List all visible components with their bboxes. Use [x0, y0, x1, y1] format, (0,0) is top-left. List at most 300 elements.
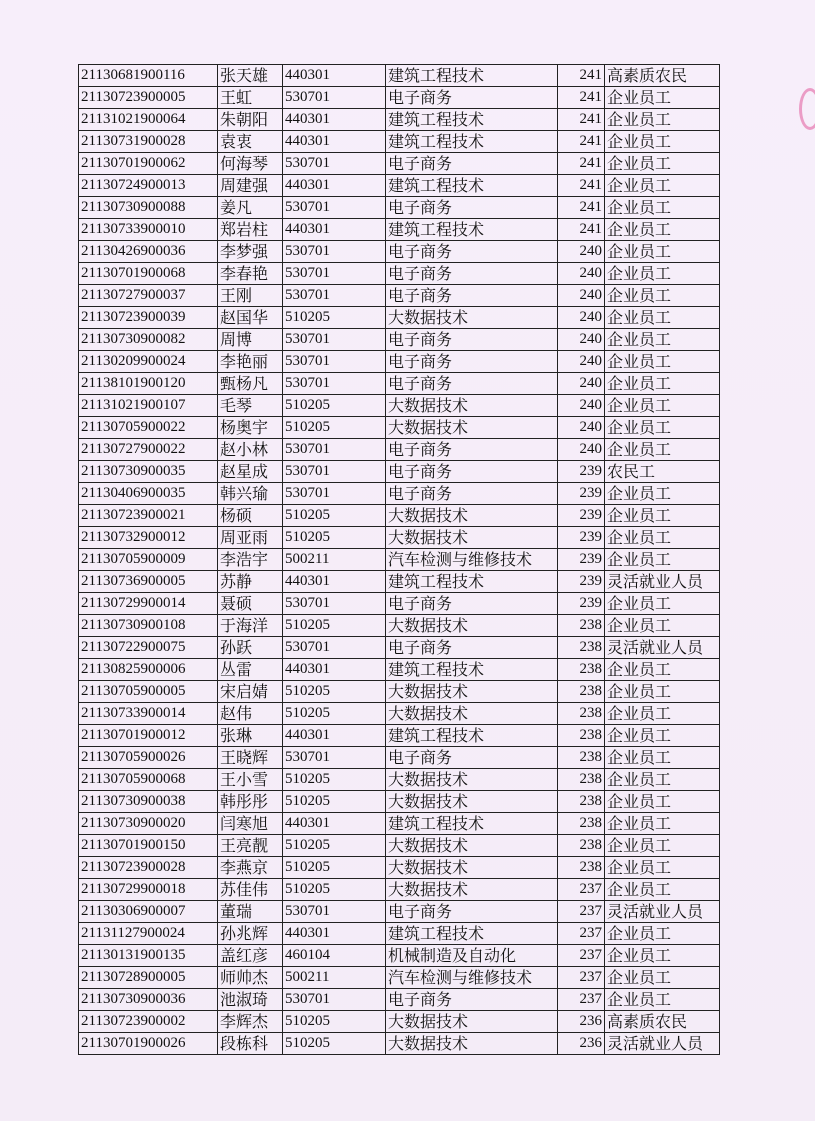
table-row: [79, 439, 720, 461]
name-cell: 周博: [218, 329, 283, 351]
major-name-cell: 大数据技术: [386, 879, 558, 901]
name-cell: 韩彤彤: [218, 791, 283, 813]
category-cell: 企业员工: [605, 747, 720, 769]
major-code-cell: 500211: [283, 967, 386, 989]
candidate-id-cell: 21130209900024: [79, 351, 218, 373]
major-code-cell: 440301: [283, 175, 386, 197]
name-cell: 张天雄: [218, 65, 283, 87]
candidate-id-cell: 21130723900002: [79, 1011, 218, 1033]
candidate-id-cell: 21130724900013: [79, 175, 218, 197]
score-cell: 238: [558, 725, 605, 747]
score-cell: 236: [558, 1011, 605, 1033]
major-name-cell: 电子商务: [386, 461, 558, 483]
score-cell: 239: [558, 527, 605, 549]
category-cell: 企业员工: [605, 945, 720, 967]
score-cell: 239: [558, 571, 605, 593]
score-cell: 240: [558, 373, 605, 395]
major-code-cell: 440301: [283, 571, 386, 593]
category-cell: 企业员工: [605, 439, 720, 461]
major-name-cell: 机械制造及自动化: [386, 945, 558, 967]
category-cell: 企业员工: [605, 769, 720, 791]
candidate-id-cell: 21130701900026: [79, 1033, 218, 1055]
name-cell: 于海洋: [218, 615, 283, 637]
table-row: [79, 747, 720, 769]
name-cell: 杨奥宇: [218, 417, 283, 439]
score-cell: 240: [558, 439, 605, 461]
category-cell: 企业员工: [605, 109, 720, 131]
candidate-id-cell: 21130731900028: [79, 131, 218, 153]
candidate-id-cell: 21130723900039: [79, 307, 218, 329]
candidate-id-cell: 21130730900038: [79, 791, 218, 813]
major-name-cell: 汽车检测与维修技术: [386, 549, 558, 571]
table-row: [79, 87, 720, 109]
major-code-cell: 530701: [283, 329, 386, 351]
major-name-cell: 电子商务: [386, 329, 558, 351]
table-row: [79, 857, 720, 879]
major-name-cell: 建筑工程技术: [386, 923, 558, 945]
name-cell: 郑岩柱: [218, 219, 283, 241]
candidate-id-cell: 21131021900107: [79, 395, 218, 417]
major-name-cell: 电子商务: [386, 989, 558, 1011]
table-row: [79, 879, 720, 901]
candidate-id-cell: 21131021900064: [79, 109, 218, 131]
table-row: [79, 637, 720, 659]
table-row: [79, 241, 720, 263]
name-cell: 孙跃: [218, 637, 283, 659]
name-cell: 董瑞: [218, 901, 283, 923]
table-row: [79, 395, 720, 417]
candidate-id-cell: 21130705900022: [79, 417, 218, 439]
candidate-id-cell: 21130727900037: [79, 285, 218, 307]
score-cell: 239: [558, 461, 605, 483]
major-name-cell: 电子商务: [386, 439, 558, 461]
table-row: [79, 461, 720, 483]
name-cell: 盖红彦: [218, 945, 283, 967]
major-code-cell: 510205: [283, 307, 386, 329]
candidate-id-cell: 21130732900012: [79, 527, 218, 549]
score-cell: 236: [558, 1033, 605, 1055]
major-code-cell: 440301: [283, 65, 386, 87]
table-row: [79, 329, 720, 351]
candidate-id-cell: 21130723900028: [79, 857, 218, 879]
major-code-cell: 510205: [283, 1011, 386, 1033]
major-code-cell: 510205: [283, 703, 386, 725]
major-name-cell: 大数据技术: [386, 857, 558, 879]
major-name-cell: 大数据技术: [386, 615, 558, 637]
score-cell: 241: [558, 109, 605, 131]
candidate-id-cell: 21130733900010: [79, 219, 218, 241]
category-cell: 企业员工: [605, 527, 720, 549]
major-name-cell: 建筑工程技术: [386, 131, 558, 153]
candidate-id-cell: 21130730900035: [79, 461, 218, 483]
category-cell: 企业员工: [605, 813, 720, 835]
name-cell: 聂硕: [218, 593, 283, 615]
major-code-cell: 530701: [283, 461, 386, 483]
candidate-id-cell: 21130723900021: [79, 505, 218, 527]
name-cell: 何海琴: [218, 153, 283, 175]
category-cell: 企业员工: [605, 791, 720, 813]
table-row: [79, 219, 720, 241]
category-cell: 企业员工: [605, 483, 720, 505]
table-row: [79, 1033, 720, 1055]
name-cell: 甄杨凡: [218, 373, 283, 395]
category-cell: 企业员工: [605, 351, 720, 373]
table-row: [79, 901, 720, 923]
major-name-cell: 建筑工程技术: [386, 65, 558, 87]
major-code-cell: 510205: [283, 835, 386, 857]
score-cell: 238: [558, 769, 605, 791]
table-row: [79, 483, 720, 505]
major-name-cell: 电子商务: [386, 483, 558, 505]
name-cell: 王晓辉: [218, 747, 283, 769]
category-cell: 企业员工: [605, 967, 720, 989]
candidate-id-cell: 21130722900075: [79, 637, 218, 659]
name-cell: 李春艳: [218, 263, 283, 285]
category-cell: 企业员工: [605, 263, 720, 285]
name-cell: 王刚: [218, 285, 283, 307]
table-row: [79, 989, 720, 1011]
score-cell: 241: [558, 131, 605, 153]
table-row: [79, 659, 720, 681]
candidate-id-cell: 21131127900024: [79, 923, 218, 945]
name-cell: 苏静: [218, 571, 283, 593]
table-row: [79, 725, 720, 747]
major-name-cell: 大数据技术: [386, 681, 558, 703]
major-name-cell: 电子商务: [386, 593, 558, 615]
category-cell: 高素质农民: [605, 1011, 720, 1033]
major-code-cell: 440301: [283, 109, 386, 131]
major-name-cell: 电子商务: [386, 241, 558, 263]
major-code-cell: 440301: [283, 923, 386, 945]
score-cell: 237: [558, 945, 605, 967]
major-code-cell: 530701: [283, 241, 386, 263]
table-row: [79, 505, 720, 527]
candidate-id-cell: 21130705900026: [79, 747, 218, 769]
table-row: [79, 571, 720, 593]
name-cell: 赵星成: [218, 461, 283, 483]
major-code-cell: 510205: [283, 1033, 386, 1055]
table-row: [79, 1011, 720, 1033]
major-code-cell: 530701: [283, 747, 386, 769]
name-cell: 师帅杰: [218, 967, 283, 989]
major-name-cell: 电子商务: [386, 263, 558, 285]
score-cell: 238: [558, 835, 605, 857]
name-cell: 丛雷: [218, 659, 283, 681]
candidate-id-cell: 21130727900022: [79, 439, 218, 461]
score-cell: 240: [558, 351, 605, 373]
score-cell: 238: [558, 615, 605, 637]
candidate-id-cell: 21130701900012: [79, 725, 218, 747]
name-cell: 李梦强: [218, 241, 283, 263]
major-code-cell: 440301: [283, 725, 386, 747]
major-name-cell: 大数据技术: [386, 835, 558, 857]
category-cell: 企业员工: [605, 615, 720, 637]
major-name-cell: 电子商务: [386, 285, 558, 307]
table-row: [79, 527, 720, 549]
category-cell: 企业员工: [605, 593, 720, 615]
score-cell: 240: [558, 241, 605, 263]
candidate-id-cell: 21130426900036: [79, 241, 218, 263]
major-code-cell: 530701: [283, 439, 386, 461]
category-cell: 灵活就业人员: [605, 571, 720, 593]
category-cell: 企业员工: [605, 87, 720, 109]
table-row: [79, 769, 720, 791]
major-name-cell: 电子商务: [386, 637, 558, 659]
name-cell: 宋启婧: [218, 681, 283, 703]
score-cell: 239: [558, 593, 605, 615]
major-code-cell: 530701: [283, 87, 386, 109]
name-cell: 李浩宇: [218, 549, 283, 571]
score-cell: 237: [558, 879, 605, 901]
name-cell: 王小雪: [218, 769, 283, 791]
major-code-cell: 460104: [283, 945, 386, 967]
score-cell: 238: [558, 703, 605, 725]
category-cell: 企业员工: [605, 703, 720, 725]
category-cell: 灵活就业人员: [605, 637, 720, 659]
score-cell: 240: [558, 263, 605, 285]
category-cell: 灵活就业人员: [605, 1033, 720, 1055]
major-code-cell: 510205: [283, 505, 386, 527]
category-cell: 农民工: [605, 461, 720, 483]
score-cell: 237: [558, 967, 605, 989]
category-cell: 企业员工: [605, 241, 720, 263]
major-code-cell: 510205: [283, 879, 386, 901]
candidate-id-cell: 21130723900005: [79, 87, 218, 109]
name-cell: 赵国华: [218, 307, 283, 329]
table-row: [79, 967, 720, 989]
score-cell: 238: [558, 813, 605, 835]
score-cell: 239: [558, 505, 605, 527]
roster-table-body: [79, 65, 720, 1055]
major-name-cell: 大数据技术: [386, 505, 558, 527]
candidate-id-cell: 21130701900068: [79, 263, 218, 285]
major-code-cell: 500211: [283, 549, 386, 571]
candidate-id-cell: 21130730900036: [79, 989, 218, 1011]
candidate-id-cell: 21130733900014: [79, 703, 218, 725]
score-cell: 240: [558, 395, 605, 417]
major-name-cell: 建筑工程技术: [386, 813, 558, 835]
table-row: [79, 285, 720, 307]
table-row: [79, 131, 720, 153]
table-row: [79, 549, 720, 571]
major-code-cell: 530701: [283, 373, 386, 395]
major-code-cell: 510205: [283, 417, 386, 439]
score-cell: 241: [558, 87, 605, 109]
major-name-cell: 大数据技术: [386, 395, 558, 417]
category-cell: 企业员工: [605, 131, 720, 153]
category-cell: 企业员工: [605, 681, 720, 703]
name-cell: 姜凡: [218, 197, 283, 219]
major-name-cell: 电子商务: [386, 351, 558, 373]
candidate-id-cell: 21130306900007: [79, 901, 218, 923]
table-row: [79, 65, 720, 87]
table-row: [79, 351, 720, 373]
major-name-cell: 电子商务: [386, 197, 558, 219]
major-name-cell: 大数据技术: [386, 307, 558, 329]
score-cell: 241: [558, 65, 605, 87]
category-cell: 高素质农民: [605, 65, 720, 87]
major-code-cell: 440301: [283, 131, 386, 153]
name-cell: 杨硕: [218, 505, 283, 527]
category-cell: 企业员工: [605, 307, 720, 329]
category-cell: 企业员工: [605, 373, 720, 395]
major-code-cell: 440301: [283, 813, 386, 835]
major-code-cell: 440301: [283, 219, 386, 241]
major-name-cell: 建筑工程技术: [386, 659, 558, 681]
name-cell: 毛琴: [218, 395, 283, 417]
score-cell: 241: [558, 175, 605, 197]
major-code-cell: 530701: [283, 153, 386, 175]
name-cell: 赵小林: [218, 439, 283, 461]
candidate-id-cell: 21130730900020: [79, 813, 218, 835]
table-row: [79, 835, 720, 857]
category-cell: 企业员工: [605, 725, 720, 747]
candidate-id-cell: 21130705900009: [79, 549, 218, 571]
category-cell: 企业员工: [605, 879, 720, 901]
table-row: [79, 263, 720, 285]
major-name-cell: 电子商务: [386, 87, 558, 109]
category-cell: 企业员工: [605, 197, 720, 219]
major-code-cell: 530701: [283, 197, 386, 219]
major-code-cell: 530701: [283, 263, 386, 285]
category-cell: 企业员工: [605, 549, 720, 571]
major-name-cell: 建筑工程技术: [386, 571, 558, 593]
table-row: [79, 109, 720, 131]
name-cell: 周建强: [218, 175, 283, 197]
name-cell: 池淑琦: [218, 989, 283, 1011]
name-cell: 苏佳伟: [218, 879, 283, 901]
table-row: [79, 681, 720, 703]
name-cell: 朱朝阳: [218, 109, 283, 131]
category-cell: 灵活就业人员: [605, 901, 720, 923]
table-row: [79, 615, 720, 637]
score-cell: 241: [558, 153, 605, 175]
major-name-cell: 大数据技术: [386, 703, 558, 725]
roster-table: [78, 64, 720, 1055]
major-code-cell: 530701: [283, 593, 386, 615]
major-name-cell: 汽车检测与维修技术: [386, 967, 558, 989]
name-cell: 王虹: [218, 87, 283, 109]
score-cell: 239: [558, 549, 605, 571]
table-row: [79, 197, 720, 219]
table-row: [79, 945, 720, 967]
name-cell: 李艳丽: [218, 351, 283, 373]
major-name-cell: 大数据技术: [386, 1033, 558, 1055]
score-cell: 237: [558, 989, 605, 1011]
candidate-id-cell: 21130729900014: [79, 593, 218, 615]
candidate-id-cell: 21130730900088: [79, 197, 218, 219]
name-cell: 周亚雨: [218, 527, 283, 549]
red-stamp-mark: [799, 88, 815, 130]
candidate-id-cell: 21130701900150: [79, 835, 218, 857]
major-name-cell: 电子商务: [386, 373, 558, 395]
score-cell: 240: [558, 417, 605, 439]
category-cell: 企业员工: [605, 857, 720, 879]
major-name-cell: 电子商务: [386, 901, 558, 923]
candidate-id-cell: 21130705900068: [79, 769, 218, 791]
score-cell: 241: [558, 219, 605, 241]
table-row: [79, 813, 720, 835]
name-cell: 闫寒旭: [218, 813, 283, 835]
major-name-cell: 电子商务: [386, 747, 558, 769]
major-name-cell: 建筑工程技术: [386, 175, 558, 197]
major-name-cell: 大数据技术: [386, 791, 558, 813]
table-row: [79, 307, 720, 329]
candidate-id-cell: 21130728900005: [79, 967, 218, 989]
category-cell: 企业员工: [605, 835, 720, 857]
major-code-cell: 530701: [283, 483, 386, 505]
table-row: [79, 923, 720, 945]
major-code-cell: 510205: [283, 857, 386, 879]
candidate-id-cell: 21130705900005: [79, 681, 218, 703]
table-row: [79, 373, 720, 395]
major-name-cell: 电子商务: [386, 153, 558, 175]
candidate-id-cell: 21130701900062: [79, 153, 218, 175]
major-name-cell: 大数据技术: [386, 1011, 558, 1033]
category-cell: 企业员工: [605, 219, 720, 241]
candidate-id-cell: 21130736900005: [79, 571, 218, 593]
candidate-id-cell: 21130681900116: [79, 65, 218, 87]
major-code-cell: 530701: [283, 637, 386, 659]
name-cell: 李燕京: [218, 857, 283, 879]
category-cell: 企业员工: [605, 659, 720, 681]
major-name-cell: 大数据技术: [386, 417, 558, 439]
candidate-id-cell: 21138101900120: [79, 373, 218, 395]
candidate-id-cell: 21130131900135: [79, 945, 218, 967]
name-cell: 张琳: [218, 725, 283, 747]
category-cell: 企业员工: [605, 329, 720, 351]
name-cell: 韩兴瑜: [218, 483, 283, 505]
category-cell: 企业员工: [605, 395, 720, 417]
name-cell: 孙兆辉: [218, 923, 283, 945]
table-row: [79, 593, 720, 615]
score-cell: 237: [558, 901, 605, 923]
candidate-id-cell: 21130825900006: [79, 659, 218, 681]
name-cell: 袁衷: [218, 131, 283, 153]
major-code-cell: 530701: [283, 901, 386, 923]
score-cell: 238: [558, 791, 605, 813]
score-cell: 240: [558, 307, 605, 329]
major-code-cell: 510205: [283, 681, 386, 703]
table-row: [79, 175, 720, 197]
score-cell: 238: [558, 857, 605, 879]
score-cell: 238: [558, 681, 605, 703]
major-name-cell: 大数据技术: [386, 769, 558, 791]
category-cell: 企业员工: [605, 989, 720, 1011]
candidate-id-cell: 21130406900035: [79, 483, 218, 505]
score-cell: 239: [558, 483, 605, 505]
candidate-id-cell: 21130730900082: [79, 329, 218, 351]
table-row: [79, 153, 720, 175]
major-code-cell: 530701: [283, 285, 386, 307]
name-cell: 段栋科: [218, 1033, 283, 1055]
major-code-cell: 440301: [283, 659, 386, 681]
category-cell: 企业员工: [605, 285, 720, 307]
name-cell: 赵伟: [218, 703, 283, 725]
major-code-cell: 510205: [283, 791, 386, 813]
table-row: [79, 417, 720, 439]
major-code-cell: 530701: [283, 351, 386, 373]
table-row: [79, 703, 720, 725]
score-cell: 240: [558, 285, 605, 307]
table-row: [79, 791, 720, 813]
score-cell: 238: [558, 659, 605, 681]
major-name-cell: 建筑工程技术: [386, 725, 558, 747]
candidate-id-cell: 21130730900108: [79, 615, 218, 637]
category-cell: 企业员工: [605, 923, 720, 945]
score-cell: 237: [558, 923, 605, 945]
score-cell: 241: [558, 197, 605, 219]
